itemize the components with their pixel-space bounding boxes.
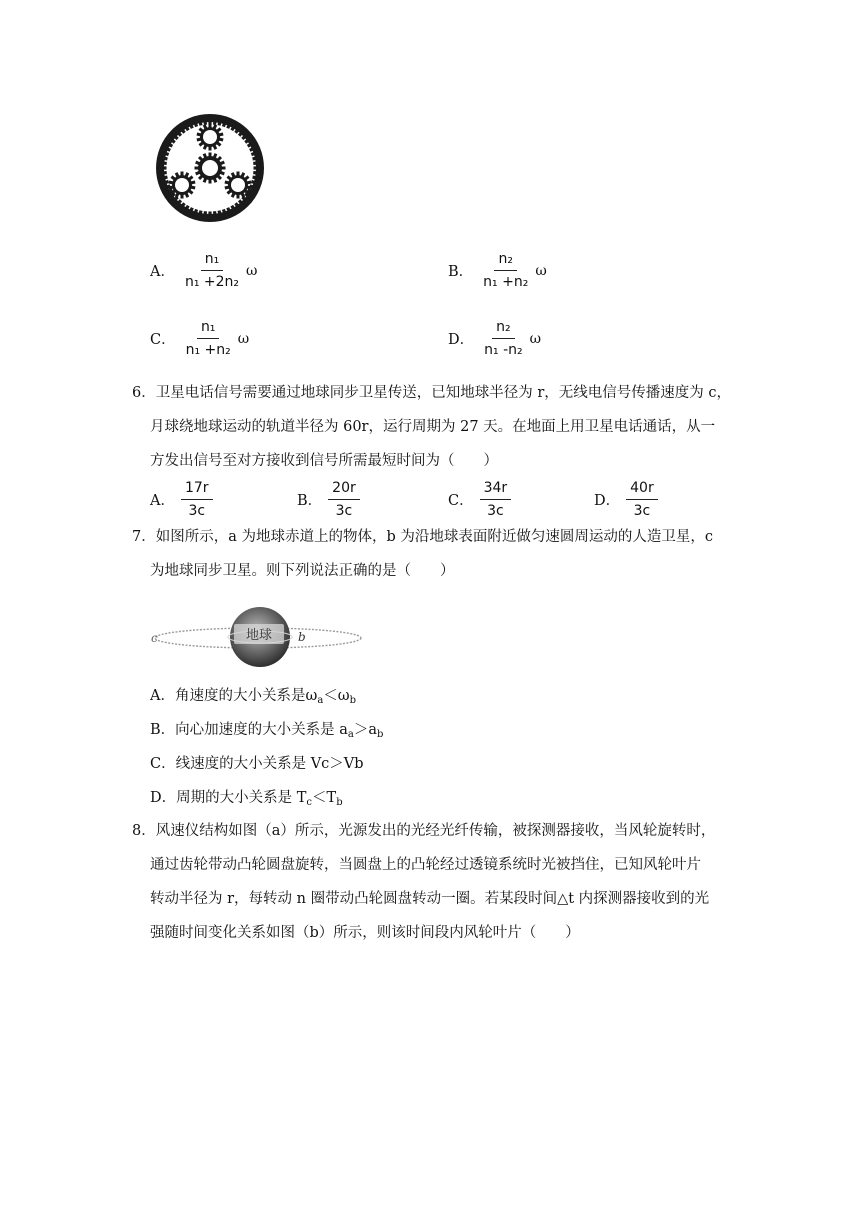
q6-stem-line-1: 6．卫星电话信号需要通过地球同步卫星传送，已知地球半径为 r，无线电信号传播速度为 c， — [132, 385, 731, 401]
q6-option-b[interactable]: B． $\frac{20r}{3c}$ — [297, 479, 360, 520]
ring-tooth — [253, 171, 257, 175]
gear — [195, 153, 226, 184]
label-b: b — [298, 630, 306, 644]
gear-figure — [155, 112, 265, 224]
earth-orbit-figure — [148, 605, 368, 671]
gear — [225, 172, 252, 199]
ring-tooth — [208, 212, 211, 216]
q6-option-a[interactable]: A． $\frac{17r}{3c}$ — [150, 479, 213, 520]
fraction: $\frac{\text{n₁}}{\text{n₁ +n₂}}$ — [185, 319, 231, 358]
q6-stem-line-3: 方发出信号至对方接收到信号所需最短时间为（ ） — [150, 453, 498, 469]
fraction: $\frac{\text{n₂}}{\text{n₁ -n₂}}$ — [484, 319, 523, 358]
ring-tooth — [163, 166, 167, 169]
ring-tooth — [203, 121, 207, 125]
fraction: $\frac{\text{n₁}}{\text{n₁ +2n₂}}$ — [184, 251, 240, 290]
q8-stem-line-3: 转动半径为 r，每转动 n 圈带动凸轮圆盘转动一圈。若某段时间△t 内探测器接收到的光 — [150, 891, 710, 907]
q5-option-d[interactable]: D． $\frac{\text{n₂}}{\text{n₁ -n₂}}$ ω — [448, 319, 542, 358]
q7-option-d[interactable]: D．周期的大小关系是 $T_c<T_b$ — [150, 790, 343, 808]
ring-tooth — [253, 161, 257, 165]
q7-stem-line-2: 为地球同步卫星。则下列说法正确的是（ ） — [150, 563, 455, 579]
ring-tooth — [213, 121, 217, 125]
q7-stem-line-1: 7．如图所示，a 为地球赤道上的物体，b 为沿地球表面附近做匀速圆周运动的人造卫星，c — [132, 529, 713, 545]
q6-option-d[interactable]: D． $\frac{40r}{3c}$ — [594, 479, 658, 520]
q5-option-c[interactable]: C． $\frac{\text{n₁}}{\text{n₁ +n₂}}$ ω — [150, 319, 250, 358]
q6-option-c[interactable]: C． $\frac{34r}{3c}$ — [448, 479, 511, 520]
q6-stem-line-2: 月球绕地球运动的轨道半径为 60r，运行周期为 27 天。在地面上用卫星电话通话，从一 — [150, 419, 716, 435]
ring-tooth — [254, 166, 258, 169]
q7-option-a[interactable]: A．角速度的大小关系是$\omega_a<\omega_b$ — [150, 688, 357, 706]
fraction: $\frac{\text{n₂}}{\text{n₁ +n₂}}$ — [483, 251, 529, 290]
q8-stem-line-1: 8．风速仪结构如图（a）所示，光源发出的光经光纤传输，被探测器接收，当风轮旋转时， — [132, 823, 716, 839]
gear — [169, 172, 196, 199]
ring-tooth — [203, 211, 207, 215]
option-label: A． — [150, 264, 175, 280]
q8-stem-line-2: 通过齿轮带动凸轮圆盘旋转，当圆盘上的凸轮经过透镜系统时光被挡住，已知风轮叶片 — [150, 857, 701, 873]
ring-tooth — [213, 211, 217, 215]
q7-option-c[interactable]: C．线速度的大小关系是 Vc＞Vb — [150, 756, 364, 772]
q7-option-b[interactable]: B．向心加速度的大小关系是 $a_a>a_b$ — [150, 722, 384, 740]
q5-option-a[interactable]: A． $\frac{\text{n₁}}{\text{n₁ +2n₂}}$ ω — [150, 251, 258, 290]
ring-tooth — [163, 171, 167, 175]
option-label: D． — [448, 332, 475, 348]
option-label: C． — [150, 332, 176, 348]
gear — [197, 124, 224, 151]
ring-tooth — [163, 161, 167, 165]
option-label: B． — [448, 264, 474, 280]
label-c: c — [151, 631, 158, 645]
q8-stem-line-4: 强随时间变化关系如图（b）所示，则该时间段内风轮叶片（ ） — [150, 925, 580, 941]
q5-option-b[interactable]: B． $\frac{\text{n₂}}{\text{n₁ +n₂}}$ ω — [448, 251, 547, 290]
earth-label: 地球 — [245, 628, 273, 643]
